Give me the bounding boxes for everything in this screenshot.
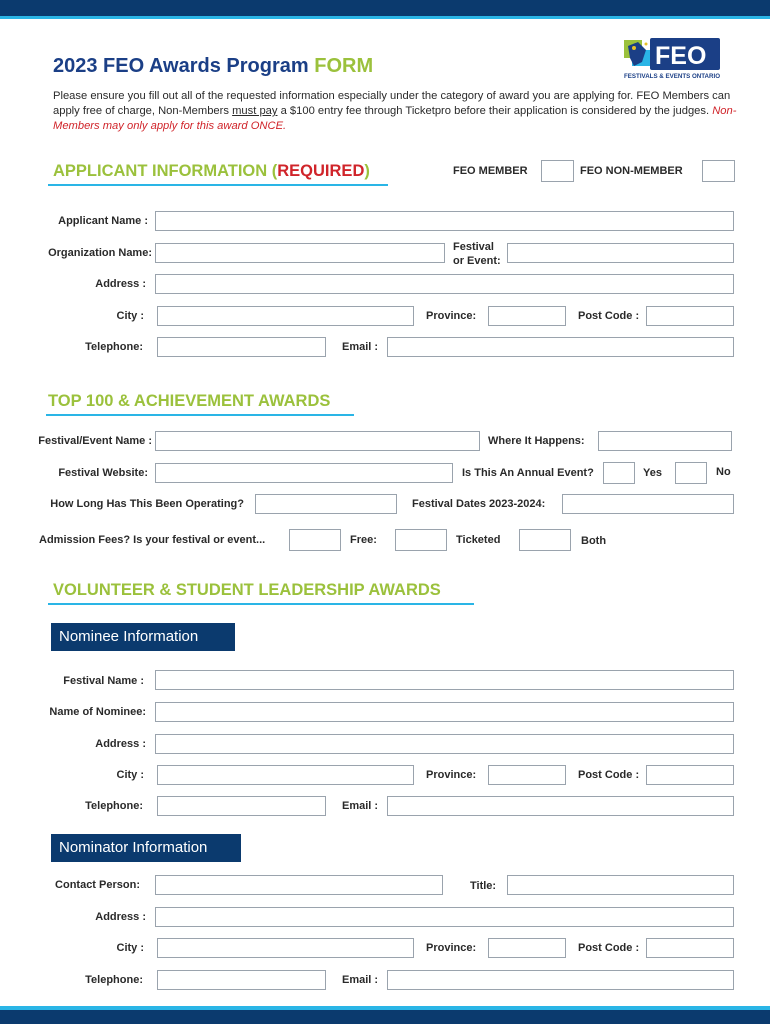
nominee-name-input[interactable]	[155, 702, 734, 722]
telephone-input[interactable]	[157, 337, 326, 357]
intro-text: Please ensure you fill out all of the requested information especially under the category of award you are applying for. FEO Members can apply free of charge, Non-Members must pay a $100 entry fee through Ticketpro before their application is considered by the judges. Non-Members may only apply for this award ONCE.	[53, 90, 737, 132]
nominator-city-label: City :	[116, 942, 144, 954]
organization-name-label: Organization Name:	[48, 247, 152, 259]
nominator-post-code-input[interactable]	[646, 938, 734, 958]
nominee-info-banner: Nominee Information	[51, 623, 235, 651]
nominee-city-input[interactable]	[157, 765, 414, 785]
how-long-input[interactable]	[255, 494, 397, 514]
annual-no-label: No	[716, 466, 731, 478]
email-label: Email :	[342, 341, 379, 353]
province-input[interactable]	[488, 306, 566, 326]
nominator-province-label: Province:	[426, 942, 477, 954]
nominator-telephone-label: Telephone:	[85, 974, 143, 986]
festival-website-label: Festival Website:	[58, 467, 148, 479]
festival-dates-input[interactable]	[562, 494, 734, 514]
city-label: City :	[116, 310, 144, 322]
festival-name-label: Festival Name :	[63, 675, 144, 687]
admission-fees-label: Admission Fees? Is your festival or event...	[39, 534, 266, 546]
nominator-info-banner: Nominator Information	[51, 834, 241, 862]
top-accent-line	[0, 16, 770, 19]
city-input[interactable]	[157, 306, 414, 326]
nominator-address-label: Address :	[95, 911, 146, 923]
nominee-name-label: Name of Nominee:	[49, 706, 146, 718]
top-bar	[0, 0, 770, 16]
nominee-post-code-label: Post Code :	[578, 769, 640, 781]
nominator-title-input[interactable]	[507, 875, 734, 895]
organization-name-input[interactable]	[155, 243, 445, 263]
nominator-post-code-label: Post Code :	[578, 942, 640, 954]
ticketed-checkbox[interactable]	[519, 529, 571, 551]
contact-person-input[interactable]	[155, 875, 443, 895]
address-label: Address :	[95, 278, 146, 290]
nominator-telephone-input[interactable]	[157, 970, 326, 990]
feo-non-member-label: FEO NON-MEMBER	[580, 165, 683, 177]
bottom-bar	[0, 1010, 770, 1024]
festival-or-event-label: Festival or Event:	[453, 241, 501, 267]
nominator-city-input[interactable]	[157, 938, 414, 958]
feo-non-member-checkbox[interactable]	[702, 160, 735, 182]
logo-subtext: FESTIVALS & EVENTS ONTARIO	[624, 73, 721, 80]
logo-text: FEO	[655, 42, 707, 70]
post-code-label: Post Code :	[578, 310, 640, 322]
feo-logo	[622, 36, 722, 80]
nominee-province-label: Province:	[426, 769, 477, 781]
volunteer-heading-underline	[48, 603, 474, 605]
festival-dates-label: Festival Dates 2023-2024:	[412, 498, 546, 510]
nominator-title-label: Title:	[470, 880, 497, 892]
festival-or-event-input[interactable]	[507, 243, 734, 263]
applicant-name-input[interactable]	[155, 211, 734, 231]
how-long-label: How Long Has This Been Operating?	[50, 498, 244, 510]
volunteer-heading: VOLUNTEER & STUDENT LEADERSHIP AWARDS	[53, 581, 441, 599]
page-title: 2023 FEO Awards Program FORM	[53, 55, 374, 77]
free-label: Free:	[350, 534, 377, 546]
nominator-address-input[interactable]	[155, 907, 734, 927]
annual-yes-label: Yes	[643, 467, 662, 479]
top100-heading: TOP 100 & ACHIEVEMENT AWARDS	[48, 392, 331, 410]
free-checkbox[interactable]	[395, 529, 447, 551]
both-label: Both	[581, 535, 607, 547]
feo-member-checkbox[interactable]	[541, 160, 574, 182]
feo-member-label: FEO MEMBER	[453, 165, 528, 177]
applicant-name-label: Applicant Name :	[58, 215, 148, 227]
telephone-label: Telephone:	[85, 341, 143, 353]
ticketed-label: Ticketed	[456, 534, 501, 546]
where-it-happens-label: Where It Happens:	[488, 435, 585, 447]
applicant-heading: APPLICANT INFORMATION (REQUIRED)	[53, 162, 370, 180]
nominee-address-input[interactable]	[155, 734, 734, 754]
feo-logo-icon	[622, 36, 722, 80]
nominee-email-input[interactable]	[387, 796, 734, 816]
nominee-email-label: Email :	[342, 800, 379, 812]
festival-event-name-input[interactable]	[155, 431, 480, 451]
post-code-input[interactable]	[646, 306, 734, 326]
admission-box[interactable]	[289, 529, 341, 551]
address-input[interactable]	[155, 274, 734, 294]
applicant-heading-underline	[48, 184, 388, 186]
nominee-telephone-label: Telephone:	[85, 800, 143, 812]
nominator-email-input[interactable]	[387, 970, 734, 990]
nominator-province-input[interactable]	[488, 938, 566, 958]
province-label: Province:	[426, 310, 477, 322]
nominee-province-input[interactable]	[488, 765, 566, 785]
where-it-happens-input[interactable]	[598, 431, 732, 451]
nominee-address-label: Address :	[95, 738, 146, 750]
contact-person-label: Contact Person:	[55, 879, 140, 891]
nominee-post-code-input[interactable]	[646, 765, 734, 785]
top100-heading-underline	[46, 414, 354, 416]
nominator-email-label: Email :	[342, 974, 379, 986]
nominee-telephone-input[interactable]	[157, 796, 326, 816]
annual-no-checkbox[interactable]	[675, 462, 707, 484]
nominee-city-label: City :	[116, 769, 144, 781]
email-input[interactable]	[387, 337, 734, 357]
festival-name-input[interactable]	[155, 670, 734, 690]
annual-event-label: Is This An Annual Event?	[462, 467, 594, 479]
annual-yes-checkbox[interactable]	[603, 462, 635, 484]
festival-event-name-label: Festival/Event Name :	[38, 435, 152, 447]
festival-website-input[interactable]	[155, 463, 453, 483]
